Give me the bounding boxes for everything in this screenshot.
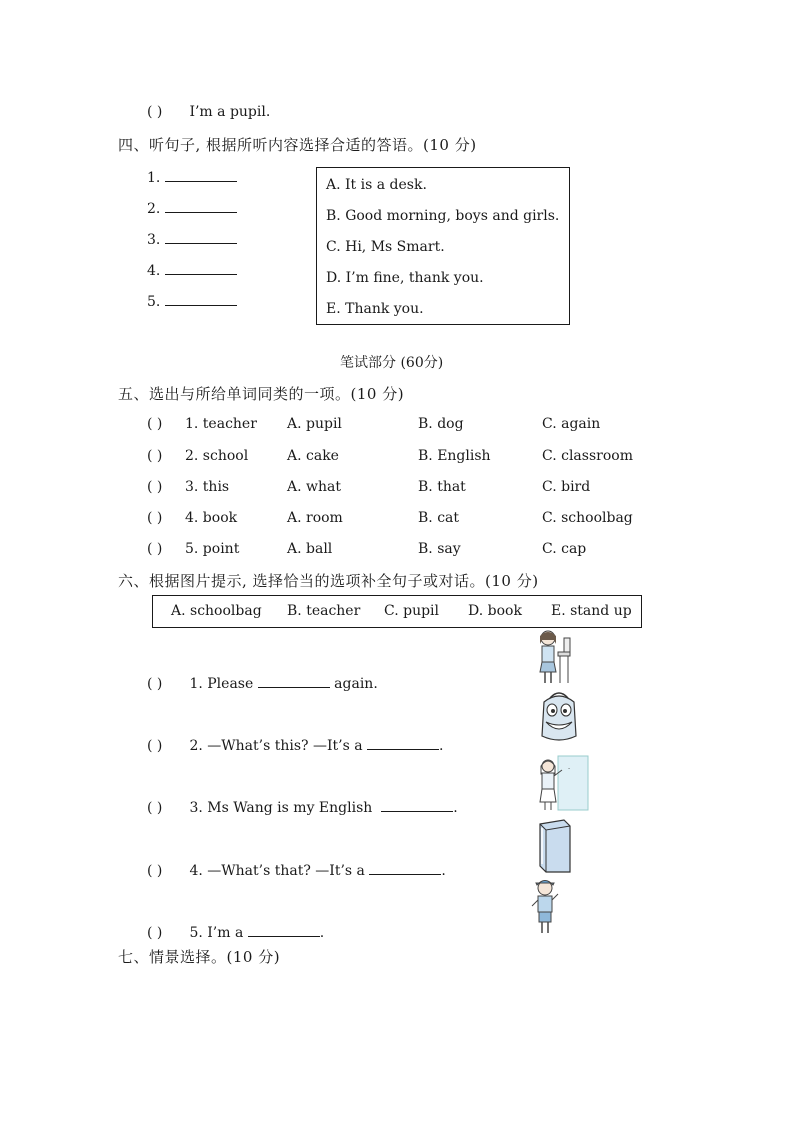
answer-blank[interactable] bbox=[165, 291, 237, 306]
question-word: 1. teacher bbox=[185, 416, 257, 432]
response-option: D. I’m fine, thank you. bbox=[326, 270, 484, 286]
response-option: C. Hi, Ms Smart. bbox=[326, 239, 445, 255]
word-bank-choice: D. book bbox=[468, 603, 522, 619]
answer-line-5 bbox=[147, 291, 237, 310]
answer-number: 4. bbox=[147, 263, 161, 279]
section6-item-5 bbox=[147, 922, 324, 941]
answer-line-3 bbox=[147, 229, 237, 248]
answer-paren[interactable]: ( ) bbox=[147, 104, 163, 120]
answer-blank[interactable] bbox=[381, 797, 453, 812]
section6-item-1 bbox=[147, 673, 378, 692]
option-b[interactable]: B. say bbox=[418, 541, 461, 557]
option-a[interactable]: A. room bbox=[287, 510, 343, 526]
answer-paren[interactable]: ( ) bbox=[147, 510, 163, 526]
answer-blank[interactable] bbox=[248, 922, 320, 937]
answer-blank[interactable] bbox=[165, 167, 237, 182]
answer-paren[interactable]: ( ) bbox=[147, 925, 163, 941]
sentence-start: 4. —What’s that? —It’s a bbox=[189, 863, 365, 879]
answer-paren[interactable]: ( ) bbox=[147, 738, 163, 754]
answer-paren[interactable]: ( ) bbox=[147, 863, 163, 879]
answer-paren[interactable]: ( ) bbox=[147, 676, 163, 692]
option-a[interactable]: A. ball bbox=[287, 541, 333, 557]
sentence-start: 2. —What’s this? —It’s a bbox=[189, 738, 363, 754]
option-a[interactable]: A. cake bbox=[287, 448, 339, 464]
option-b[interactable]: B. English bbox=[418, 448, 491, 464]
option-a[interactable]: A. pupil bbox=[287, 416, 342, 432]
prev-question-text: I’m a pupil. bbox=[189, 104, 271, 120]
option-b[interactable]: B. dog bbox=[418, 416, 464, 432]
answer-number: 1. bbox=[147, 170, 161, 186]
boy-pupil-icon bbox=[529, 876, 561, 936]
section5-heading: 五、选出与所给单词同类的一项。(10 分) bbox=[118, 385, 405, 403]
option-c[interactable]: C. bird bbox=[542, 479, 591, 495]
response-option: B. Good morning, boys and girls. bbox=[326, 208, 560, 224]
answer-line-4 bbox=[147, 260, 237, 279]
schoolbag-icon bbox=[536, 692, 582, 744]
section6-item-4 bbox=[147, 860, 446, 879]
word-bank-choice: E. stand up bbox=[551, 603, 632, 619]
response-option: E. Thank you. bbox=[326, 301, 424, 317]
answer-paren[interactable]: ( ) bbox=[147, 479, 163, 495]
answer-number: 2. bbox=[147, 201, 161, 217]
written-part-title: 笔试部分 (60分) bbox=[340, 355, 444, 371]
option-c[interactable]: C. schoolbag bbox=[542, 510, 633, 526]
question-word: 5. point bbox=[185, 541, 240, 557]
word-bank-choice: B. teacher bbox=[287, 603, 361, 619]
section4-heading: 四、听句子, 根据所听内容选择合适的答语。(10 分) bbox=[118, 136, 477, 154]
sentence-start: 5. I’m a bbox=[189, 925, 244, 941]
question-word: 2. school bbox=[185, 448, 249, 464]
option-b[interactable]: B. that bbox=[418, 479, 466, 495]
prev-question bbox=[147, 104, 270, 120]
teacher-icon bbox=[536, 754, 590, 812]
sentence-end: . bbox=[441, 863, 446, 879]
option-b[interactable]: B. cat bbox=[418, 510, 460, 526]
sentence-end: . bbox=[453, 800, 458, 816]
sentence-start: 1. Please bbox=[189, 676, 254, 692]
option-c[interactable]: C. again bbox=[542, 416, 601, 432]
answer-blank[interactable] bbox=[367, 735, 439, 750]
question-word: 4. book bbox=[185, 510, 238, 526]
response-options-box bbox=[316, 167, 570, 325]
option-a[interactable]: A. what bbox=[287, 479, 341, 495]
answer-blank[interactable] bbox=[165, 229, 237, 244]
answer-blank[interactable] bbox=[258, 673, 330, 688]
option-c[interactable]: C. classroom bbox=[542, 448, 633, 464]
answer-blank[interactable] bbox=[369, 860, 441, 875]
word-bank-choice: C. pupil bbox=[384, 603, 440, 619]
question-word: 3. this bbox=[185, 479, 230, 495]
word-bank-choice: A. schoolbag bbox=[171, 603, 262, 619]
sentence-end: . bbox=[439, 738, 444, 754]
answer-blank[interactable] bbox=[165, 198, 237, 213]
word-bank-box bbox=[152, 595, 642, 628]
answer-paren[interactable]: ( ) bbox=[147, 800, 163, 816]
sentence-start: 3. Ms Wang is my English bbox=[189, 800, 373, 816]
book-icon bbox=[534, 818, 576, 874]
section7-heading: 七、情景选择。(10 分) bbox=[118, 948, 281, 966]
answer-paren[interactable]: ( ) bbox=[147, 416, 163, 432]
section6-heading: 六、根据图片提示, 选择恰当的选项补全句子或对话。(10 分) bbox=[118, 572, 539, 590]
answer-paren[interactable]: ( ) bbox=[147, 541, 163, 557]
answer-paren[interactable]: ( ) bbox=[147, 448, 163, 464]
answer-line-1 bbox=[147, 167, 237, 186]
svg-text:-: - bbox=[568, 765, 571, 772]
answer-blank[interactable] bbox=[165, 260, 237, 275]
girl-standing-up-icon bbox=[530, 628, 576, 686]
section6-item-3 bbox=[147, 797, 458, 816]
sentence-end: again. bbox=[334, 676, 378, 692]
option-c[interactable]: C. cap bbox=[542, 541, 587, 557]
answer-number: 5. bbox=[147, 294, 161, 310]
sentence-end: . bbox=[319, 925, 325, 941]
section6-item-2 bbox=[147, 735, 443, 754]
answer-line-2 bbox=[147, 198, 237, 217]
answer-number: 3. bbox=[147, 232, 161, 248]
response-option: A. It is a desk. bbox=[326, 177, 427, 193]
